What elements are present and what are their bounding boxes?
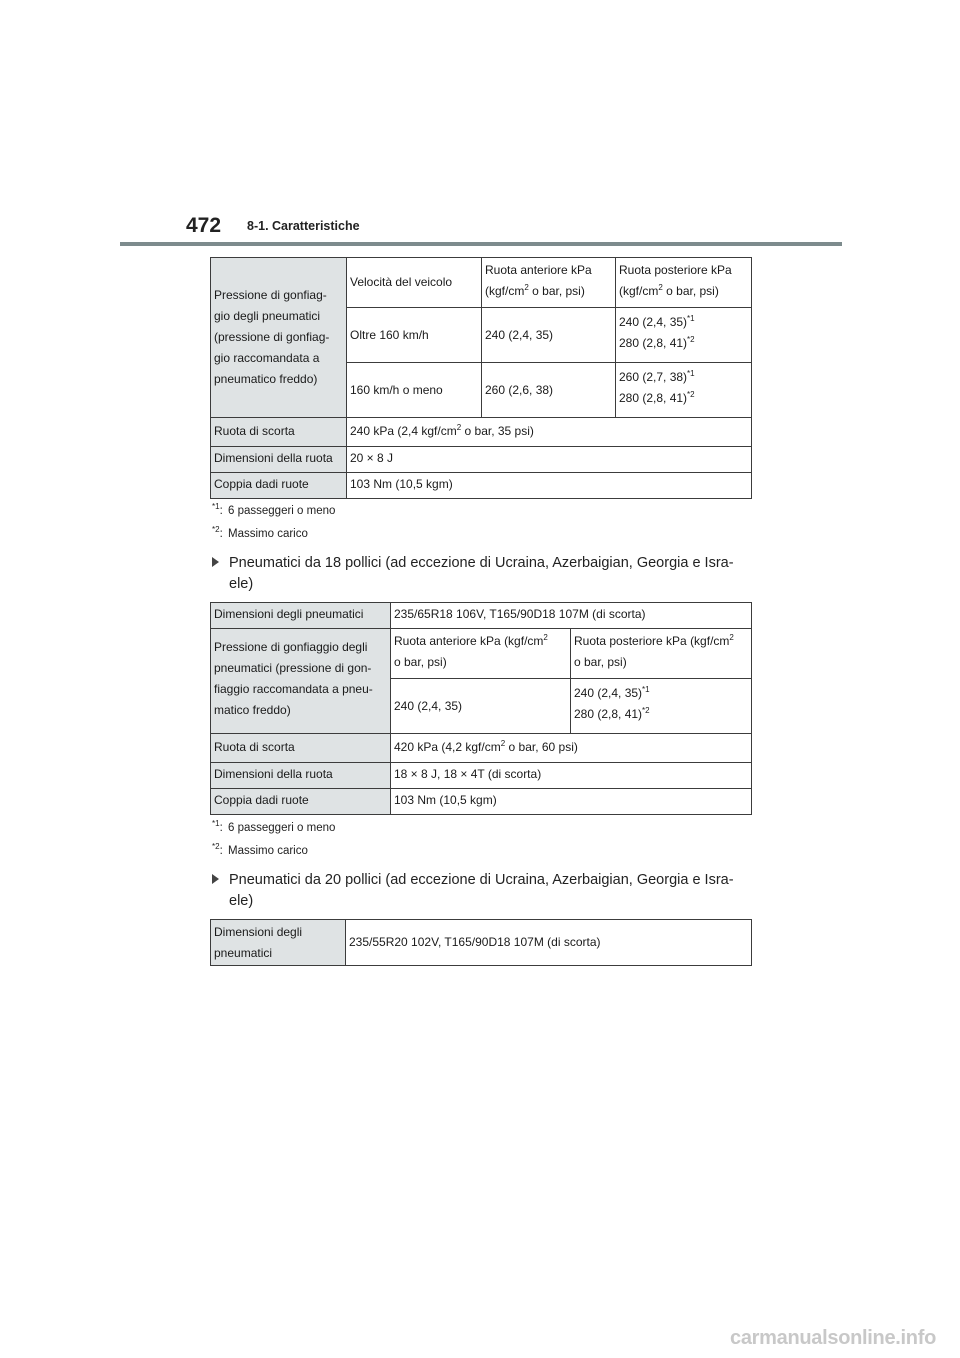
- torque-value: 103 Nm (10,5 kgm): [391, 789, 752, 815]
- tyre-label: Dimensioni degli pneumatici: [211, 603, 391, 629]
- col-rear: Ruota posteriore kPa ($kgf/cm^2$ o bar, psi): [616, 258, 752, 308]
- front-value: 240 (2,4, 35): [391, 679, 571, 734]
- row1-front: 240 (2,4, 35): [482, 308, 616, 363]
- footnote-2b: $^{*2}$: Massimo carico: [212, 842, 308, 857]
- wheel-value: 18 × 8 J, 18 × 4T (di scorta): [391, 763, 752, 789]
- pressure-label: Pressione di gonfiaggio degli pneumatici (pressione di gon-fiaggio raccomandata a pneu-matico freddo): [211, 629, 391, 734]
- wheel-label: Dimensioni della ruota: [211, 763, 391, 789]
- spec-table-18in: [210, 602, 752, 815]
- rear-value: 240 (2,4, 35)$^{*1}$ 280 (2,8, 41)$^{*2}$: [571, 679, 752, 734]
- footnote-2: $^{*2}$: Massimo carico: [212, 525, 308, 540]
- triangle-bullet-icon: [212, 557, 219, 567]
- watermark: carmanualsonline.info: [730, 1327, 936, 1349]
- footnote-1: $^{*1}$: 6 passeggeri o meno: [212, 502, 336, 517]
- spec-table-20in: [210, 919, 752, 966]
- heading-20in: Pneumatici da 20 pollici (ad eccezione di Ucraina, Azerbaigian, Georgia e Isra-ele): [212, 870, 752, 912]
- row2-rear: 260 (2,7, 38)$^{*1}$ 280 (2,8, 41)$^{*2}$: [616, 363, 752, 418]
- row2-front: 260 (2,6, 38): [482, 363, 616, 418]
- page-number: 472: [186, 214, 222, 237]
- tyre-value: 235/65R18 106V, T165/90D18 107M (di scorta): [391, 603, 752, 629]
- header-rule: [120, 242, 842, 246]
- heading-18in: Pneumatici da 18 pollici (ad eccezione di Ucraina, Azerbaigian, Georgia e Isra-ele): [212, 553, 752, 595]
- col-front: Ruota anteriore kPa ($kgf/cm^2$ o bar, psi): [482, 258, 616, 308]
- torque-value: 103 Nm (10,5 kgm): [347, 473, 752, 499]
- col-speed: Velocità del veicolo: [347, 258, 482, 308]
- pressure-label: Pressione di gonfiag-gio degli pneumatici (pressione di gonfiag-gio raccomandata a pneumatico freddo): [211, 258, 347, 418]
- wheel-value: 20 × 8 J: [347, 447, 752, 473]
- wheel-label: Dimensioni della ruota: [211, 447, 347, 473]
- spare-value: 240 kPa (2,4 kgf/$cm^2$ o bar, 35 psi): [347, 418, 752, 447]
- tyre-label: Dimensioni degli pneumatici: [211, 920, 346, 966]
- spare-label: Ruota di scorta: [211, 418, 347, 447]
- row1-rear: 240 (2,4, 35)$^{*1}$ 280 (2,8, 41)$^{*2}$: [616, 308, 752, 363]
- torque-label: Coppia dadi ruote: [211, 473, 347, 499]
- spare-label: Ruota di scorta: [211, 734, 391, 763]
- section-title: 8-1. Caratteristiche: [247, 219, 360, 233]
- torque-label: Coppia dadi ruote: [211, 789, 391, 815]
- row2-speed: 160 km/h o meno: [347, 363, 482, 418]
- row1-speed: Oltre 160 km/h: [347, 308, 482, 363]
- spec-table-20in-pressure: [210, 257, 752, 499]
- tyre-value: 235/55R20 102V, T165/90D18 107M (di scorta): [346, 920, 752, 966]
- col-front: Ruota anteriore kPa ($kgf/cm^2$ o bar, psi): [391, 629, 571, 679]
- col-rear: Ruota posteriore kPa ($kgf/cm^2$ o bar, psi): [571, 629, 752, 679]
- footnote-1b: $^{*1}$: 6 passeggeri o meno: [212, 819, 336, 834]
- spare-value: 420 kPa (4,2 kgf/$cm^2$ o bar, 60 psi): [391, 734, 752, 763]
- triangle-bullet-icon: [212, 874, 219, 884]
